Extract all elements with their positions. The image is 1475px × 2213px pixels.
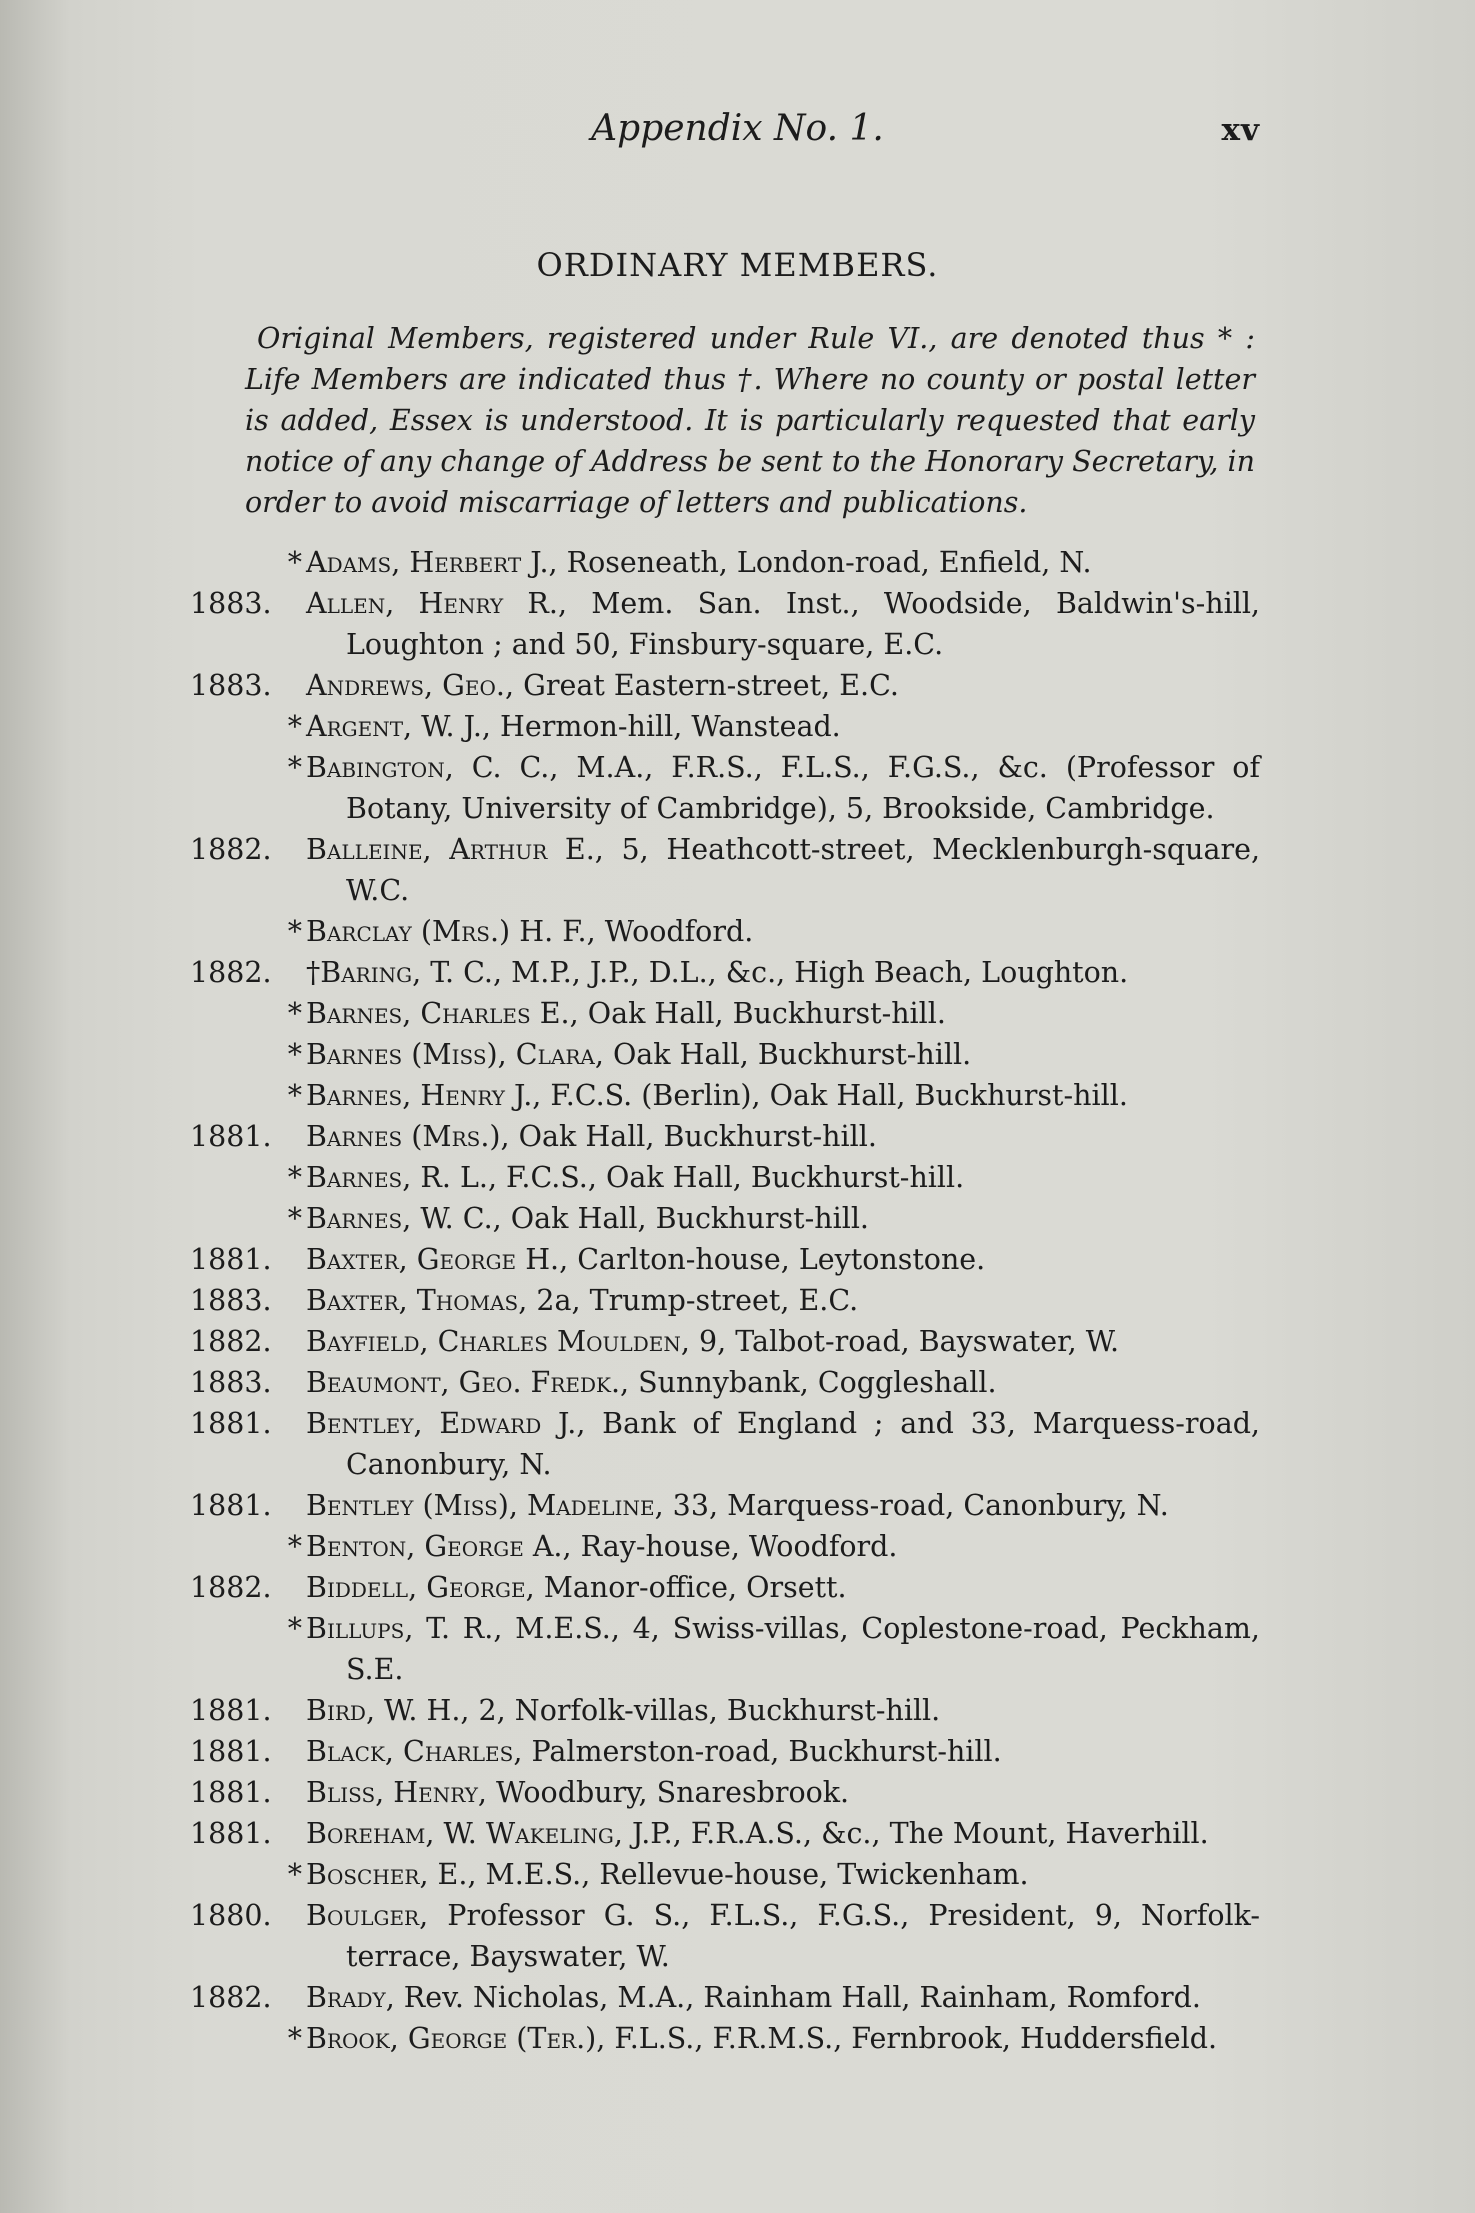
- member-name: Bliss, Henry: [306, 1776, 478, 1809]
- member-details: , 9, Talbot-road, Bayswater, W.: [680, 1325, 1120, 1358]
- entry-text: [306, 2018, 1260, 2059]
- member-entry: [190, 1977, 1260, 2018]
- member-entry: [190, 1280, 1260, 1321]
- entry-text: [306, 1567, 1260, 1608]
- member-name: Barnes, Henry J.: [306, 1079, 533, 1112]
- member-entry: [190, 1321, 1260, 1362]
- member-details: , Mem. San. Inst., Woodside, Baldwin's-hill, Loughton ; and 50, Finsbury-square, E.C.: [346, 587, 1260, 661]
- member-details: , 5, Heathcott-street, Mecklenburgh-square, W.C.: [346, 833, 1261, 907]
- member-entry: [190, 1485, 1260, 1526]
- member-name: Baxter, Thomas: [306, 1284, 519, 1317]
- entry-text: [306, 1198, 1260, 1239]
- member-entry: [190, 1403, 1260, 1485]
- entry-text: [306, 1280, 1260, 1321]
- section-heading: ORDINARY MEMBERS.: [536, 246, 939, 284]
- member-entry: [190, 1157, 1260, 1198]
- member-name: Billups, T. R.: [306, 1612, 494, 1645]
- entry-year: 1881.: [190, 1735, 272, 1768]
- member-entry: [190, 1116, 1260, 1157]
- entry-mark: *: [287, 1530, 302, 1563]
- entry-text: [306, 1321, 1260, 1362]
- member-entry: [190, 911, 1260, 952]
- member-entry: [190, 1075, 1260, 1116]
- entry-text: [306, 1977, 1260, 2018]
- member-entry: [190, 1854, 1260, 1895]
- entry-year: 1882.: [190, 833, 272, 866]
- member-entry: [190, 747, 1260, 829]
- member-name: Argent, W. J.: [306, 710, 482, 743]
- member-entry: [190, 542, 1260, 583]
- running-title: Appendix No. 1.: [591, 108, 884, 149]
- entry-text: [306, 1690, 1260, 1731]
- entry-text: [306, 1034, 1260, 1075]
- entry-text: [306, 1526, 1260, 1567]
- member-name: Adams, Herbert J.: [306, 546, 549, 579]
- entry-year: 1881.: [190, 1776, 272, 1809]
- member-name: Boulger: [306, 1899, 420, 1932]
- member-details: , J.P., F.R.A.S., &c., The Mount, Haverhill.: [613, 1817, 1209, 1850]
- member-entry: [190, 1239, 1260, 1280]
- entry-text: [306, 1157, 1260, 1198]
- entry-text: [306, 747, 1260, 829]
- member-name: Boscher, E.: [306, 1858, 468, 1891]
- entry-text: [306, 993, 1260, 1034]
- member-details: , Oak Hall, Buckhurst-hill.: [594, 1038, 972, 1071]
- member-entry: [190, 1813, 1260, 1854]
- member-details: , Oak Hall, Buckhurst-hill.: [569, 997, 946, 1030]
- member-name: Barnes, R. L.: [306, 1161, 488, 1194]
- member-details: , Manor-office, Orsett.: [525, 1571, 847, 1604]
- entry-text: [306, 952, 1260, 993]
- entry-text: [306, 1608, 1260, 1690]
- member-entry: [190, 1034, 1260, 1075]
- entry-text: [306, 1854, 1260, 1895]
- member-details: , Oak Hall, Buckhurst-hill.: [500, 1120, 877, 1153]
- entry-text: [306, 1362, 1260, 1403]
- member-details: , Professor G. S., F.L.S., F.G.S., President, 9, Norfolk-terrace, Bayswater, W.: [346, 1899, 1260, 1973]
- entry-year: 1882.: [190, 956, 272, 989]
- member-name: Barnes (Mrs.): [306, 1120, 501, 1153]
- entry-year: 1881.: [190, 1243, 272, 1276]
- entry-mark: *: [287, 546, 302, 579]
- member-details: , Roseneath, London-road, Enfield, N.: [548, 546, 1092, 579]
- member-entry: [190, 665, 1260, 706]
- entry-text: [306, 706, 1260, 747]
- page-number: xv: [1221, 112, 1260, 148]
- member-name: Andrews, Geo.: [306, 669, 505, 702]
- entry-text: [306, 911, 1260, 952]
- entry-text: [306, 583, 1260, 665]
- member-details: , F.C.S., Oak Hall, Buckhurst-hill.: [487, 1161, 965, 1194]
- entry-mark: *: [287, 1161, 302, 1194]
- member-name: Bentley (Miss), Madeline: [306, 1489, 655, 1522]
- member-details: , Hermon-hill, Wanstead.: [481, 710, 841, 743]
- entry-mark: *: [287, 710, 302, 743]
- member-entry: [190, 952, 1260, 993]
- member-entry: [190, 1772, 1260, 1813]
- member-name: Black, Charles: [306, 1735, 514, 1768]
- entry-year: 1882.: [190, 1571, 272, 1604]
- member-name: Boreham, W. Wakeling: [306, 1817, 614, 1850]
- member-details: , Palmerston-road, Buckhurst-hill.: [513, 1735, 1002, 1768]
- member-details: , Bank of England ; and 33, Marquess-road, Canonbury, N.: [346, 1407, 1260, 1481]
- member-name: Barnes, W. C.: [306, 1202, 493, 1235]
- entry-mark: *: [287, 1202, 302, 1235]
- entry-year: 1881.: [190, 1817, 272, 1850]
- entry-year: 1882.: [190, 1981, 272, 2014]
- entry-mark: *: [287, 915, 302, 948]
- entry-text: [306, 665, 1260, 706]
- member-entry: [190, 706, 1260, 747]
- member-name: Bayfield, Charles Moulden: [306, 1325, 681, 1358]
- entry-year: 1881.: [190, 1120, 272, 1153]
- member-name: Bird, W. H.: [306, 1694, 461, 1727]
- entry-text: [306, 1485, 1260, 1526]
- entry-year: 1883.: [190, 669, 272, 702]
- member-entry: [190, 1362, 1260, 1403]
- member-name: Beaumont, Geo. Fredk.: [306, 1366, 621, 1399]
- member-entry: [190, 1526, 1260, 1567]
- member-details: , Sunnybank, Coggleshall.: [620, 1366, 997, 1399]
- member-name: Bentley, Edward J.: [306, 1407, 577, 1440]
- entry-year: 1881.: [190, 1694, 272, 1727]
- member-name: Benton, George A.: [306, 1530, 563, 1563]
- member-list: [190, 542, 1260, 2059]
- entry-text: [306, 1116, 1260, 1157]
- entry-mark: *: [287, 1038, 302, 1071]
- intro-paragraph: Original Members, registered under Rule VI., are denoted thus * : Life Members are indicated thus †. Where no county or postal letter is added, Essex is understood. It is particularly requested that early notice of any change of Address be sent to the Honorary Secretary, in order to avoid miscarriage of letters and publications.: [245, 322, 1255, 519]
- member-details: , M.E.S., Rellevue-house, Twickenham.: [467, 1858, 1029, 1891]
- entry-mark: *: [287, 1079, 302, 1112]
- entry-text: [306, 1772, 1260, 1813]
- entry-year: 1883.: [190, 1366, 272, 1399]
- entry-year: 1880.: [190, 1899, 272, 1932]
- entry-year: 1883.: [190, 1284, 272, 1317]
- entry-text: [306, 829, 1260, 911]
- member-details: , Oak Hall, Buckhurst-hill.: [492, 1202, 869, 1235]
- member-name: Balleine, Arthur E.: [306, 833, 595, 866]
- entry-mark: *: [287, 1612, 302, 1645]
- member-details: , F.L.S., F.R.M.S., Fernbrook, Huddersfield.: [596, 2022, 1218, 2055]
- entry-year: 1881.: [190, 1407, 272, 1440]
- member-details: , 33, Marquess-road, Canonbury, N.: [654, 1489, 1169, 1522]
- member-name: Baxter, George H.: [306, 1243, 560, 1276]
- entry-text: [306, 1731, 1260, 1772]
- member-entry: [190, 1567, 1260, 1608]
- member-entry: [190, 1895, 1260, 1977]
- member-details: , F.C.S. (Berlin), Oak Hall, Buckhurst-hill.: [532, 1079, 1128, 1112]
- entry-year: 1883.: [190, 587, 272, 620]
- entry-year: 1882.: [190, 1325, 272, 1358]
- member-details: , Woodford.: [586, 915, 754, 948]
- entry-year: 1881.: [190, 1489, 272, 1522]
- member-name: †Baring, T. C.: [306, 956, 493, 989]
- member-details: , 2a, Trump-street, E.C.: [518, 1284, 859, 1317]
- member-details: , M.A., F.R.S., F.L.S., F.G.S., &c. (Professor of Botany, University of Cambridge), 5, Brookside, Cambridge.: [346, 751, 1260, 825]
- member-entry: [190, 829, 1260, 911]
- running-header: [0, 108, 1475, 158]
- entry-text: [306, 1813, 1260, 1854]
- member-name: Brook, George (Ter.): [306, 2022, 597, 2055]
- member-details: , Great Eastern-street, E.C.: [504, 669, 899, 702]
- member-name: Allen, Henry R.: [306, 587, 558, 620]
- entry-text: [306, 1895, 1260, 1977]
- member-details: , M.P., J.P., D.L., &c., High Beach, Loughton.: [492, 956, 1129, 989]
- member-details: , 2, Norfolk-villas, Buckhurst-hill.: [460, 1694, 941, 1727]
- member-name: Brady: [306, 1981, 386, 2014]
- member-entry: [190, 1690, 1260, 1731]
- entry-text: [306, 1403, 1260, 1485]
- member-name: Barnes, Charles E.: [306, 997, 570, 1030]
- member-entry: [190, 1731, 1260, 1772]
- member-name: Biddell, George: [306, 1571, 526, 1604]
- member-entry: [190, 993, 1260, 1034]
- entry-mark: *: [287, 1858, 302, 1891]
- entry-text: [306, 542, 1260, 583]
- member-details: , Rev. Nicholas, M.A., Rainham Hall, Rainham, Romford.: [385, 1981, 1201, 2014]
- entry-mark: *: [287, 751, 302, 784]
- entry-text: [306, 1239, 1260, 1280]
- member-entry: [190, 2018, 1260, 2059]
- member-name: Barclay (Mrs.) H. F.: [306, 915, 587, 948]
- entry-text: [306, 1075, 1260, 1116]
- member-entry: [190, 1198, 1260, 1239]
- member-name: Barnes (Miss), Clara: [306, 1038, 595, 1071]
- member-details: , M.E.S., 4, Swiss-villas, Coplestone-road, Peckham, S.E.: [346, 1612, 1260, 1686]
- member-entry: [190, 583, 1260, 665]
- member-details: , Carlton-house, Leytonstone.: [559, 1243, 986, 1276]
- member-details: , Ray-house, Woodford.: [562, 1530, 898, 1563]
- entry-mark: *: [287, 2022, 302, 2055]
- entry-mark: *: [287, 997, 302, 1030]
- member-name: Babington, C. C.: [306, 751, 550, 784]
- member-details: , Woodbury, Snaresbrook.: [477, 1776, 850, 1809]
- member-entry: [190, 1608, 1260, 1690]
